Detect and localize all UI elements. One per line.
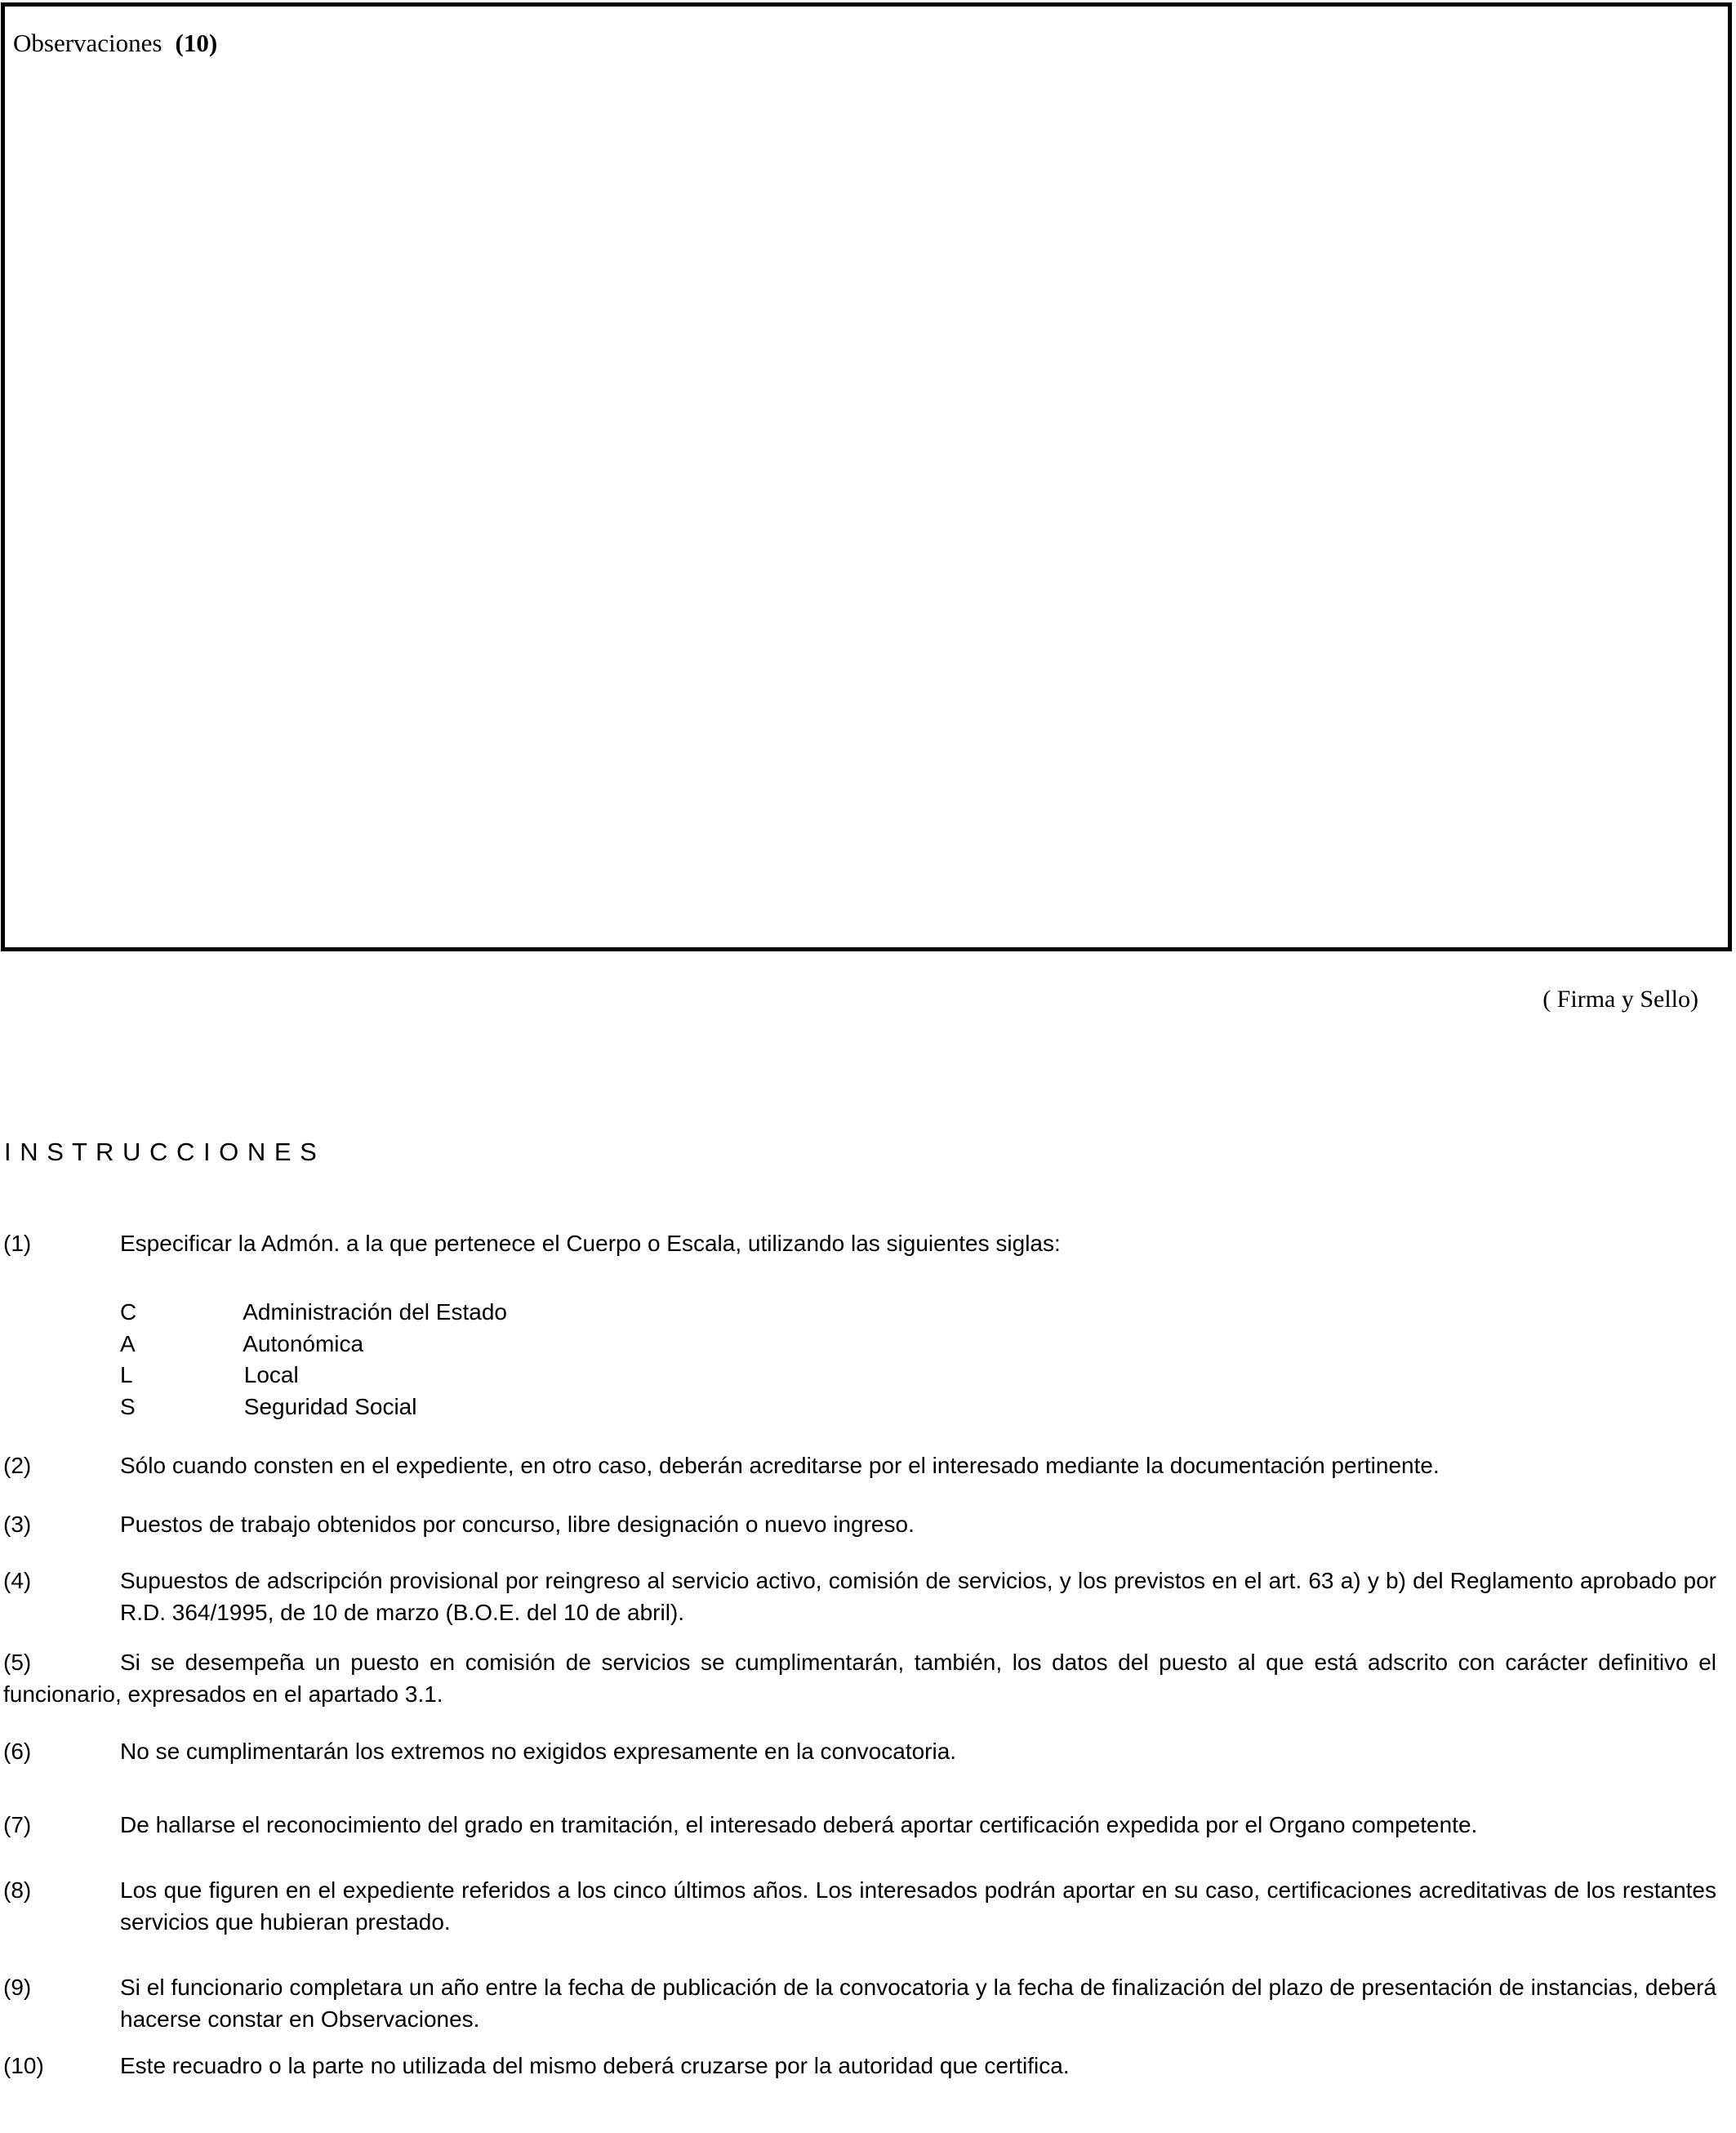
siglas-label: Autonómica xyxy=(243,1330,364,1356)
siglas-label: Seguridad Social xyxy=(243,1393,417,1419)
instruction-item-6 xyxy=(3,1736,1716,1768)
instruction-text: No se cumplimentarán los extremos no exigidos expresamente en la convocatoria. xyxy=(120,1739,957,1764)
instruction-item-3 xyxy=(3,1509,1716,1541)
siglas-key: A xyxy=(120,1330,136,1356)
instruction-number: (8) xyxy=(3,1877,32,1903)
siglas-list xyxy=(120,1297,507,1423)
instruction-text: Especificar la Admón. a la que pertenece el Cuerpo o Escala, utilizando las siguientes siglas: xyxy=(120,1231,1061,1256)
siglas-label: Local xyxy=(243,1362,299,1387)
instruction-item-8 xyxy=(3,1875,1716,1938)
siglas-key: L xyxy=(120,1362,133,1387)
siglas-row-c xyxy=(120,1297,507,1329)
siglas-row-a xyxy=(120,1329,507,1360)
siglas-label: Administración del Estado xyxy=(243,1299,507,1325)
instrucciones-heading: I N S T R U C C I O N E S xyxy=(4,1138,318,1166)
siglas-row-l xyxy=(120,1360,507,1392)
instruction-number: (2) xyxy=(3,1453,32,1478)
observaciones-box xyxy=(1,2,1732,951)
instruction-number: (5) xyxy=(3,1650,32,1675)
instruction-item-4 xyxy=(3,1565,1716,1628)
instruction-item-1 xyxy=(3,1228,1716,1260)
instruction-text: De hallarse el reconocimiento del grado en tramitación, el interesado deberá aportar certificación expedida por el Organo competente. xyxy=(120,1812,1478,1837)
instruction-text: Si el funcionario completara un año entre la fecha de publicación de la convocatoria y la fecha de finalización del plazo de presentación de instancias, deberá hacerse constar en Observaciones. xyxy=(120,1975,1716,2032)
instruction-item-10 xyxy=(3,2051,1716,2082)
instruction-number: (4) xyxy=(3,1568,32,1593)
instruction-number: (10) xyxy=(3,2053,44,2078)
firma-y-sello-label: ( Firma y Sello) xyxy=(1542,986,1698,1013)
instruction-text: Puestos de trabajo obtenidos por concurso, libre designación o nuevo ingreso. xyxy=(120,1512,915,1537)
instruction-text: Este recuadro o la parte no utilizada del mismo deberá cruzarse por la autoridad que certifica. xyxy=(120,2053,1070,2078)
instruction-number: (7) xyxy=(3,1812,32,1837)
instruction-item-5 xyxy=(3,1647,1716,1710)
observaciones-label-row xyxy=(5,7,1728,57)
siglas-key: C xyxy=(120,1299,137,1325)
instruction-text: Sólo cuando consten en el expediente, en otro caso, deberán acreditarse por el interesado mediante la documentación pertinente. xyxy=(120,1453,1440,1478)
instruction-text: Si se desempeña un puesto en comisión de servicios se cumplimentarán, también, los datos del puesto al que está adscrito con carácter definitivo el funcionario, expresados en el apartado 3.1. xyxy=(3,1650,1716,1707)
instruction-number: (6) xyxy=(3,1739,32,1764)
observaciones-ref-number: (10) xyxy=(175,29,218,57)
instruction-number: (3) xyxy=(3,1512,32,1537)
instruction-number: (9) xyxy=(3,1975,32,2000)
instruction-text: Los que figuren en el expediente referidos a los cinco últimos años. Los interesados podrán aportar en su caso, certificaciones acreditativas de los restantes servicios que hubieran prestado. xyxy=(120,1877,1716,1935)
instruction-text: Supuestos de adscripción provisional por reingreso al servicio activo, comisión de servicios, y los previstos en el art. 63 a) y b) del Reglamento aprobado por R.D. 364/1995, de 10 de marzo (B.O.E. del 10 de abril). xyxy=(120,1568,1716,1625)
instruction-item-2 xyxy=(3,1450,1716,1482)
observaciones-label: Observaciones xyxy=(13,29,162,57)
instruction-item-9 xyxy=(3,1972,1716,2035)
instruction-item-7 xyxy=(3,1810,1716,1841)
siglas-row-s xyxy=(120,1392,507,1423)
siglas-key: S xyxy=(120,1393,136,1419)
instruction-number: (1) xyxy=(3,1231,32,1256)
